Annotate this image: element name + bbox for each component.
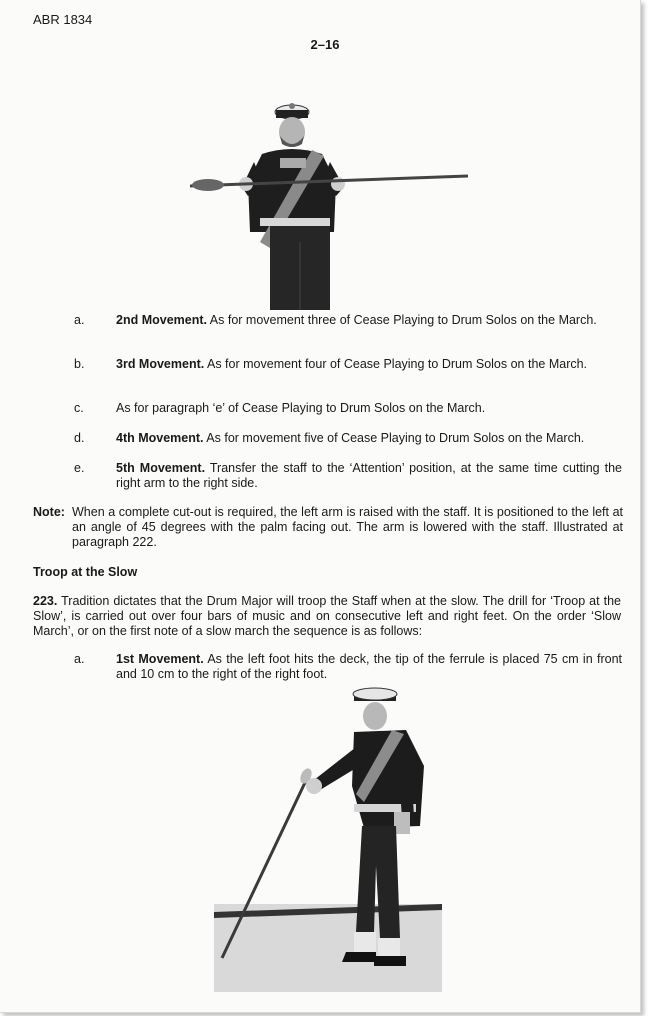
list-item-text: As for paragraph ‘e’ of Cease Playing to Drum Solos on the March. [116,401,486,415]
list-item-label: a. [74,313,85,327]
list-item-label: a. [74,652,85,666]
movement-title: 5th Movement. [116,461,206,475]
document-reference: ABR 1834 [33,12,93,27]
list-item-text: As for movement three of Cease Playing to Drum Solos on the March. [207,313,597,327]
list-item-text: As for movement four of Cease Playing to Drum Solos on the March. [204,357,588,371]
note [33,505,623,550]
note-label: Note: [33,505,65,519]
list-item-text: As the left foot hits the deck, the tip of the ferrule is placed 75 cm in front and 10 cm to the right of the right foot. [116,652,622,681]
list-item-text: As for movement five of Cease Playing to Drum Solos on the March. [203,431,585,445]
list-item-label: c. [74,401,84,415]
movement-title: 3rd Movement. [116,357,205,371]
list-item [74,461,622,491]
list-item-label: d. [74,431,85,445]
paragraph-text: Tradition dictates that the Drum Major will troop the Staff when at the slow. The drill for ‘Troop at the Slow’, is carried out over four bars of music and on consecutive left and right feet. On the order ‘Slow March’, or on the first note of a slow march the sequence is as follows: [33,594,621,638]
movement-title: 1st Movement. [116,652,204,666]
note-text: When a complete cut-out is required, the left arm is raised with the staff. It is positioned to the left at an angle of 45 degrees with the palm facing out. The arm is lowered with the staff. Illustrated at paragraph 222. [72,505,623,549]
list-item [74,313,622,328]
paragraph-223 [33,594,621,639]
list-item [74,652,622,682]
paragraph-number: 223. [33,594,58,608]
list-item [74,401,622,416]
section-heading: Troop at the Slow [33,565,138,579]
list-item [74,431,622,446]
drum-major-slow-march-photo [214,686,442,992]
movement-title: 2nd Movement. [116,313,207,327]
page-number: 2–16 [310,37,340,52]
list-item [74,357,622,372]
drum-major-staff-horizontal-photo [184,92,474,312]
list-item-label: b. [74,357,85,371]
list-item-label: e. [74,461,85,475]
list-item-text: Transfer the staff to the ‘Attention’ position, at the same time cutting the right arm to the right side. [116,461,623,490]
movement-title: 4th Movement. [116,431,204,445]
